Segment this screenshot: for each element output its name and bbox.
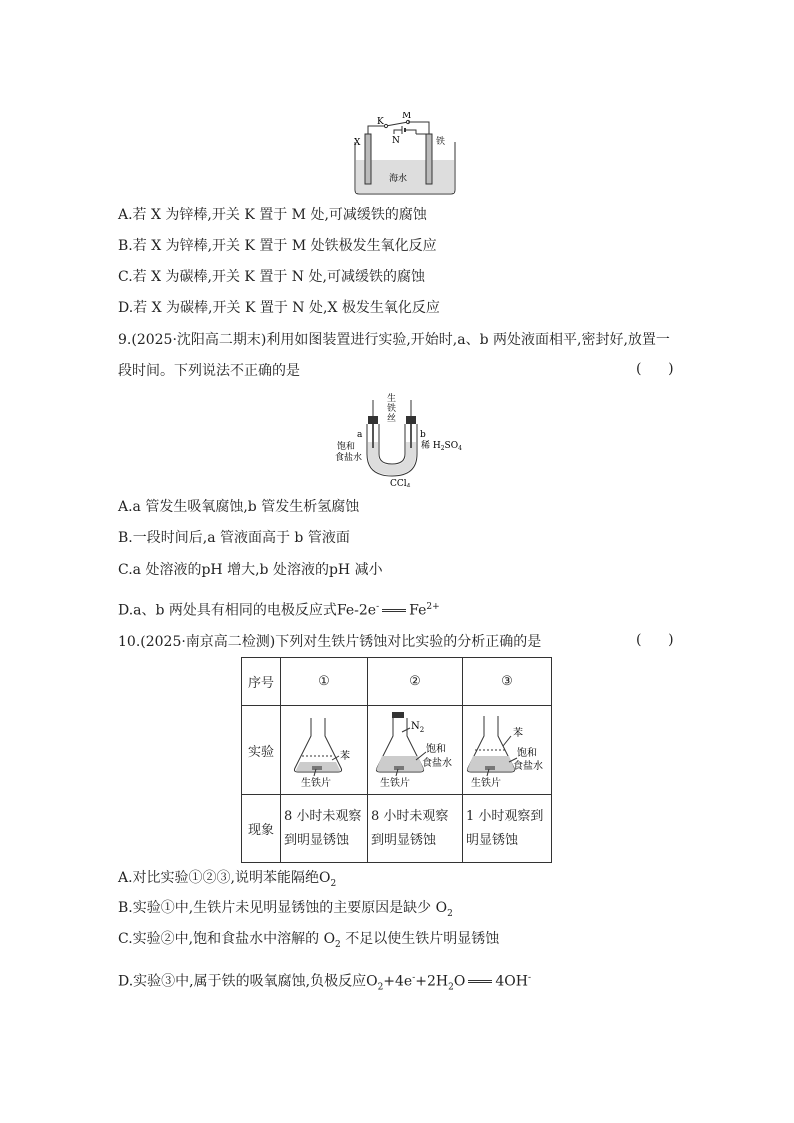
q8-option-a[interactable]: A.若 X 为锌棒,开关 K 置于 M 处,可减缓铁的腐蚀 bbox=[118, 207, 427, 223]
label-x: X bbox=[354, 138, 361, 148]
fig-u-tube bbox=[335, 392, 475, 487]
exp-fig-1 bbox=[281, 706, 368, 795]
q10-option-c[interactable]: C.实验②中,饱和食盐水中溶解的 $O_2$ 不足以使生铁片明显锈蚀 bbox=[118, 931, 500, 950]
label-brine-2: 食盐水 bbox=[422, 758, 452, 769]
label-dilute-h2so4: 稀 $H_2SO_4$ bbox=[421, 441, 462, 452]
label-k: K bbox=[377, 117, 384, 127]
label-iron: 铁 bbox=[436, 137, 446, 147]
label-iron-piece-2: 生铁片 bbox=[380, 778, 410, 789]
label-seawater: 海水 bbox=[389, 174, 408, 184]
label-n: N bbox=[392, 136, 400, 146]
label-iron-piece-3: 生铁片 bbox=[471, 778, 501, 789]
label-saturated-2: 饱和 bbox=[426, 744, 446, 755]
label-saturated-3: 饱和 bbox=[517, 748, 537, 759]
exp-fig-3 bbox=[463, 706, 552, 795]
q10-answer-blank[interactable]: ( ) bbox=[636, 632, 674, 648]
label-m: M bbox=[402, 112, 412, 121]
label-brine-3: 食盐水 bbox=[513, 761, 543, 772]
label-n2: $N_2$ bbox=[411, 721, 425, 734]
label-iron-piece: 生铁片 bbox=[301, 778, 331, 789]
phen-2: 8 小时未观察 到明显锈蚀 bbox=[368, 795, 463, 863]
label-sheng: 生 bbox=[387, 394, 397, 404]
fig-seawater-cell bbox=[350, 112, 460, 202]
q8-option-c[interactable]: C.若 X 为碳棒,开关 K 置于 N 处,可减缓铁的腐蚀 bbox=[118, 269, 425, 285]
q10-option-b[interactable]: B.实验①中,生铁片未见明显锈蚀的主要原因是缺少 $O_2$ bbox=[118, 900, 453, 919]
q9-stem-line2: 段时间。下列说法不正确的是 bbox=[118, 363, 300, 379]
q8-option-d[interactable]: D.若 X 为碳棒,开关 K 置于 N 处,X 极发生氧化反应 bbox=[118, 300, 440, 316]
q9-answer-blank[interactable]: ( ) bbox=[636, 361, 674, 377]
q8-option-b[interactable]: B.若 X 为锌棒,开关 K 置于 M 处铁极发生氧化反应 bbox=[118, 238, 437, 254]
experiment-table bbox=[241, 657, 552, 863]
q10-stem: 10.(2025·南京高二检测)下列对生铁片锈蚀对比实验的分析正确的是 bbox=[118, 634, 542, 650]
label-tie: 铁 bbox=[387, 404, 397, 414]
q9-option-d[interactable]: D.a、b 两处具有相同的电极反应式Fe-2e- $Fe^{2+}$ bbox=[118, 602, 440, 619]
q9-option-a[interactable]: A.a 管发生吸氧腐蚀,b 管发生析氢腐蚀 bbox=[118, 499, 360, 515]
header-no: 序号 bbox=[242, 658, 281, 706]
q9-option-b[interactable]: B.一段时间后,a 管液面高于 b 管液面 bbox=[118, 530, 350, 546]
label-benzene-3: 苯 bbox=[513, 728, 523, 739]
label-ccl4: CCl$_4$ bbox=[390, 479, 411, 487]
label-saturated: 饱和 bbox=[337, 442, 356, 452]
phen-1: 8 小时未观察 到明显锈蚀 bbox=[281, 795, 368, 863]
label-b: b bbox=[420, 430, 426, 440]
col-1: ① bbox=[281, 658, 368, 706]
label-brine: 食盐水 bbox=[335, 453, 363, 463]
q10-option-d[interactable]: D.实验③中,属于铁的吸氧腐蚀,负极反应$O_2+4e^-+2H_2O$ 4OH- bbox=[118, 973, 531, 993]
q10-option-a[interactable]: A.对比实验①②③,说明苯能隔绝$O_2$ bbox=[118, 870, 337, 889]
header-exp: 实验 bbox=[242, 706, 281, 795]
phen-3: 1 小时观察到 明显锈蚀 bbox=[463, 795, 552, 863]
label-si: 丝 bbox=[387, 414, 397, 424]
header-phen: 现象 bbox=[242, 795, 281, 863]
q9-stem-line1: 9.(2025·沈阳高二期末)利用如图装置进行实验,开始时,a、b 两处液面相平,密封好,放置一 bbox=[118, 332, 670, 348]
label-benzene: 苯 bbox=[340, 751, 350, 762]
col-2: ② bbox=[368, 658, 463, 706]
exp-fig-2 bbox=[368, 706, 463, 795]
label-a: a bbox=[357, 430, 363, 440]
col-3: ③ bbox=[463, 658, 552, 706]
q9-option-c[interactable]: C.a 处溶液的pH 增大,b 处溶液的pH 减小 bbox=[118, 562, 383, 578]
